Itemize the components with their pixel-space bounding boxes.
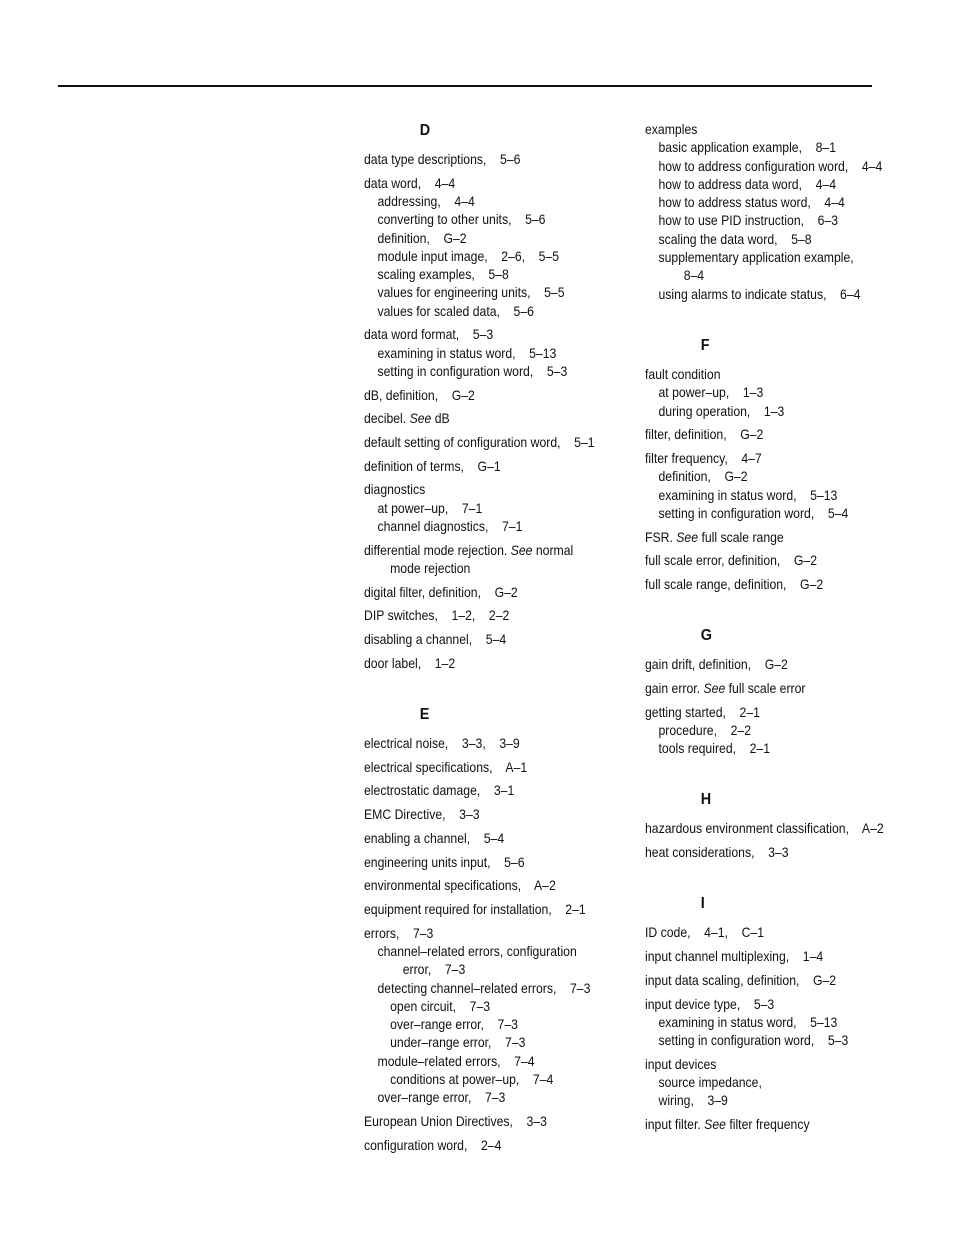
term-text: differential mode rejection. xyxy=(364,542,511,558)
index-term: examples xyxy=(645,122,698,137)
index-subterm: during operation, 1–3 xyxy=(658,403,785,419)
index-entry xyxy=(645,121,888,304)
index-term: diagnostics xyxy=(364,482,426,498)
index-entry xyxy=(364,655,607,673)
index-subterm: definition, G–2 xyxy=(377,230,467,246)
index-term: full scale error, definition, G–2 xyxy=(645,553,818,569)
index-term: ID code, 4–1, C–1 xyxy=(645,925,765,941)
index-entry xyxy=(645,1116,888,1134)
index-term: engineering units input, 5–6 xyxy=(364,854,525,870)
index-term: digital filter, definition, G–2 xyxy=(364,584,518,600)
index-term: equipment required for installation, 2–1 xyxy=(364,901,586,917)
index-term xyxy=(645,1116,888,1134)
section-letter: E xyxy=(419,706,430,724)
index-term: input data scaling, definition, G–2 xyxy=(645,972,837,988)
index-entry xyxy=(364,901,607,919)
see-reference: See xyxy=(676,529,699,545)
index-subterm: definition, G–2 xyxy=(658,469,748,485)
index-subterm: error, 7–3 xyxy=(402,962,466,978)
section-letter: G xyxy=(700,627,713,645)
index-entry xyxy=(364,542,607,579)
index-section xyxy=(364,705,607,1155)
index-term: electrostatic damage, 3–1 xyxy=(364,783,515,799)
cross-reference-target: normal xyxy=(532,542,574,558)
index-subterm: values for scaled data, 5–6 xyxy=(377,303,534,319)
index-term: data word, 4–4 xyxy=(364,175,456,191)
index-term: DIP switches, 1–2, 2–2 xyxy=(364,608,510,624)
index-entry xyxy=(645,972,888,990)
index-term xyxy=(364,542,607,560)
index-subterm: tools required, 2–1 xyxy=(658,741,771,757)
term-text: FSR. xyxy=(645,529,677,545)
index-section xyxy=(645,894,888,1134)
index-entry xyxy=(645,996,888,1051)
see-reference: See xyxy=(510,542,533,558)
index-entry xyxy=(364,631,607,649)
index-entry xyxy=(364,877,607,895)
index-entry xyxy=(364,584,607,602)
see-reference: See xyxy=(703,680,726,696)
index-subterm: addressing, 4–4 xyxy=(377,193,475,209)
index-subterm: module–related errors, 7–4 xyxy=(377,1053,535,1069)
index-subterm: source impedance, xyxy=(658,1075,762,1091)
index-subterm: examining in status word, 5–13 xyxy=(658,487,838,503)
index-term: default setting of configuration word, 5–1 xyxy=(364,435,595,451)
index-subterm: how to address status word, 4–4 xyxy=(658,195,845,211)
index-subterm: examining in status word, 5–13 xyxy=(658,1014,838,1030)
index-subterm: at power–up, 7–1 xyxy=(377,500,483,516)
index-entry xyxy=(645,680,888,698)
see-reference: See xyxy=(704,1117,726,1133)
index-subterm: converting to other units, 5–6 xyxy=(377,212,546,228)
section-letter: D xyxy=(419,122,431,139)
index-term: getting started, 2–1 xyxy=(645,704,760,720)
index-term: electrical specifications, A–1 xyxy=(364,759,528,775)
index-column-right xyxy=(645,121,888,1140)
index-entry xyxy=(364,925,607,1108)
index-subterm: at power–up, 1–3 xyxy=(658,385,764,401)
index-entry xyxy=(364,326,607,381)
index-entry xyxy=(645,948,888,966)
index-subterm: how to address configuration word, 4–4 xyxy=(658,158,883,174)
index-entry xyxy=(364,759,607,777)
index-term: European Union Directives, 3–3 xyxy=(364,1113,547,1129)
index-subterm: detecting channel–related errors, 7–3 xyxy=(377,980,591,996)
index-entry xyxy=(645,576,888,594)
index-subterm: over–range error, 7–3 xyxy=(377,1090,506,1106)
index-subterm: mode rejection xyxy=(390,561,471,577)
index-term xyxy=(645,680,888,698)
section-letter: F xyxy=(700,336,710,354)
index-entry xyxy=(364,735,607,753)
cross-reference-target: full scale range xyxy=(698,529,784,545)
index-term: door label, 1–2 xyxy=(364,655,456,671)
index-term: input device type, 5–3 xyxy=(645,996,775,1012)
index-subterm: setting in configuration word, 5–4 xyxy=(658,505,849,521)
index-subterm: procedure, 2–2 xyxy=(658,722,752,738)
index-section xyxy=(645,121,888,304)
index-subterm: under–range error, 7–3 xyxy=(390,1035,526,1051)
index-entry xyxy=(645,704,888,759)
index-subterm: over–range error, 7–3 xyxy=(390,1017,518,1033)
index-subterm: examining in status word, 5–13 xyxy=(377,345,557,361)
index-term: fault condition xyxy=(645,366,721,382)
index-term: gain drift, definition, G–2 xyxy=(645,657,788,673)
index-entry xyxy=(364,1137,607,1155)
index-term: full scale range, definition, G–2 xyxy=(645,576,824,592)
index-term: filter, definition, G–2 xyxy=(645,427,764,443)
index-term: errors, 7–3 xyxy=(364,925,434,941)
index-subterm: how to use PID instruction, 6–3 xyxy=(658,213,839,229)
index-term: configuration word, 2–4 xyxy=(364,1137,502,1153)
index-entry xyxy=(364,175,607,321)
cross-reference-target: full scale error xyxy=(725,680,806,696)
index-entry xyxy=(645,366,888,421)
index-subterm: wiring, 3–9 xyxy=(658,1093,728,1109)
index-subterm: 8–4 xyxy=(683,268,705,284)
index-section xyxy=(364,121,607,673)
index-column-left xyxy=(364,121,607,1160)
index-term: enabling a channel, 5–4 xyxy=(364,830,505,846)
header-rule xyxy=(58,85,872,87)
index-subterm: module input image, 2–6, 5–5 xyxy=(377,248,560,264)
index-subterm: how to address data word, 4–4 xyxy=(658,176,837,192)
index-entry xyxy=(364,830,607,848)
index-entry xyxy=(645,426,888,444)
index-subterm: setting in configuration word, 5–3 xyxy=(377,364,568,380)
index-subterm: conditions at power–up, 7–4 xyxy=(390,1071,554,1087)
index-entry xyxy=(364,458,607,476)
index-entry xyxy=(645,656,888,674)
index-subterm: channel diagnostics, 7–1 xyxy=(377,519,523,535)
term-text: decibel. xyxy=(364,411,410,427)
index-subterm: open circuit, 7–3 xyxy=(390,998,491,1014)
term-text: input filter. xyxy=(645,1117,705,1133)
index-subterm: setting in configuration word, 5–3 xyxy=(658,1033,849,1049)
section-letter: H xyxy=(700,791,712,809)
index-subterm: channel–related errors, configuration xyxy=(377,943,577,959)
section-letter: I xyxy=(700,895,705,913)
index-entry xyxy=(364,481,607,536)
index-entry xyxy=(364,434,607,452)
index-entry xyxy=(645,1056,888,1111)
index-subterm: basic application example, 8–1 xyxy=(658,140,837,156)
index-term xyxy=(364,410,607,428)
index-entry xyxy=(364,854,607,872)
index-term: dB, definition, G–2 xyxy=(364,387,475,403)
see-reference: See xyxy=(409,411,432,427)
index-subterm: supplementary application example, xyxy=(658,250,854,266)
index-entry xyxy=(645,552,888,570)
index-term: environmental specifications, A–2 xyxy=(364,878,556,894)
index-term: data word format, 5–3 xyxy=(364,327,494,343)
index-section xyxy=(645,790,888,862)
index-term: data type descriptions, 5–6 xyxy=(364,152,521,167)
index-subterm: using alarms to indicate status, 6–4 xyxy=(658,286,861,302)
cross-reference-target: filter frequency xyxy=(725,1117,810,1133)
index-entry xyxy=(364,806,607,824)
term-text: gain error. xyxy=(645,680,704,696)
index-term xyxy=(645,529,888,547)
index-entry xyxy=(645,924,888,942)
index-term: hazardous environment classification, A–2 xyxy=(645,821,884,837)
index-term: input channel multiplexing, 1–4 xyxy=(645,949,824,965)
cross-reference-target: dB xyxy=(431,411,450,427)
index-term: input devices xyxy=(645,1056,717,1072)
index-entry xyxy=(645,820,888,838)
index-entry xyxy=(364,607,607,625)
index-term: filter frequency, 4–7 xyxy=(645,450,762,466)
index-section xyxy=(645,626,888,758)
index-term: definition of terms, G–1 xyxy=(364,458,501,474)
index-entry xyxy=(645,450,888,523)
index-term: heat considerations, 3–3 xyxy=(645,845,789,861)
index-subterm: scaling examples, 5–8 xyxy=(377,267,509,283)
index-entry xyxy=(645,529,888,547)
index-entry xyxy=(364,1113,607,1131)
index-subterm: values for engineering units, 5–5 xyxy=(377,285,565,301)
index-entry xyxy=(364,151,607,169)
index-entry xyxy=(645,844,888,862)
index-section xyxy=(645,336,888,594)
index-subterm: scaling the data word, 5–8 xyxy=(658,231,812,247)
index-entry xyxy=(364,410,607,428)
index-entry xyxy=(364,387,607,405)
index-term: EMC Directive, 3–3 xyxy=(364,807,480,823)
index-term: disabling a channel, 5–4 xyxy=(364,632,507,648)
index-entry xyxy=(364,782,607,800)
index-term: electrical noise, 3–3, 3–9 xyxy=(364,736,520,752)
